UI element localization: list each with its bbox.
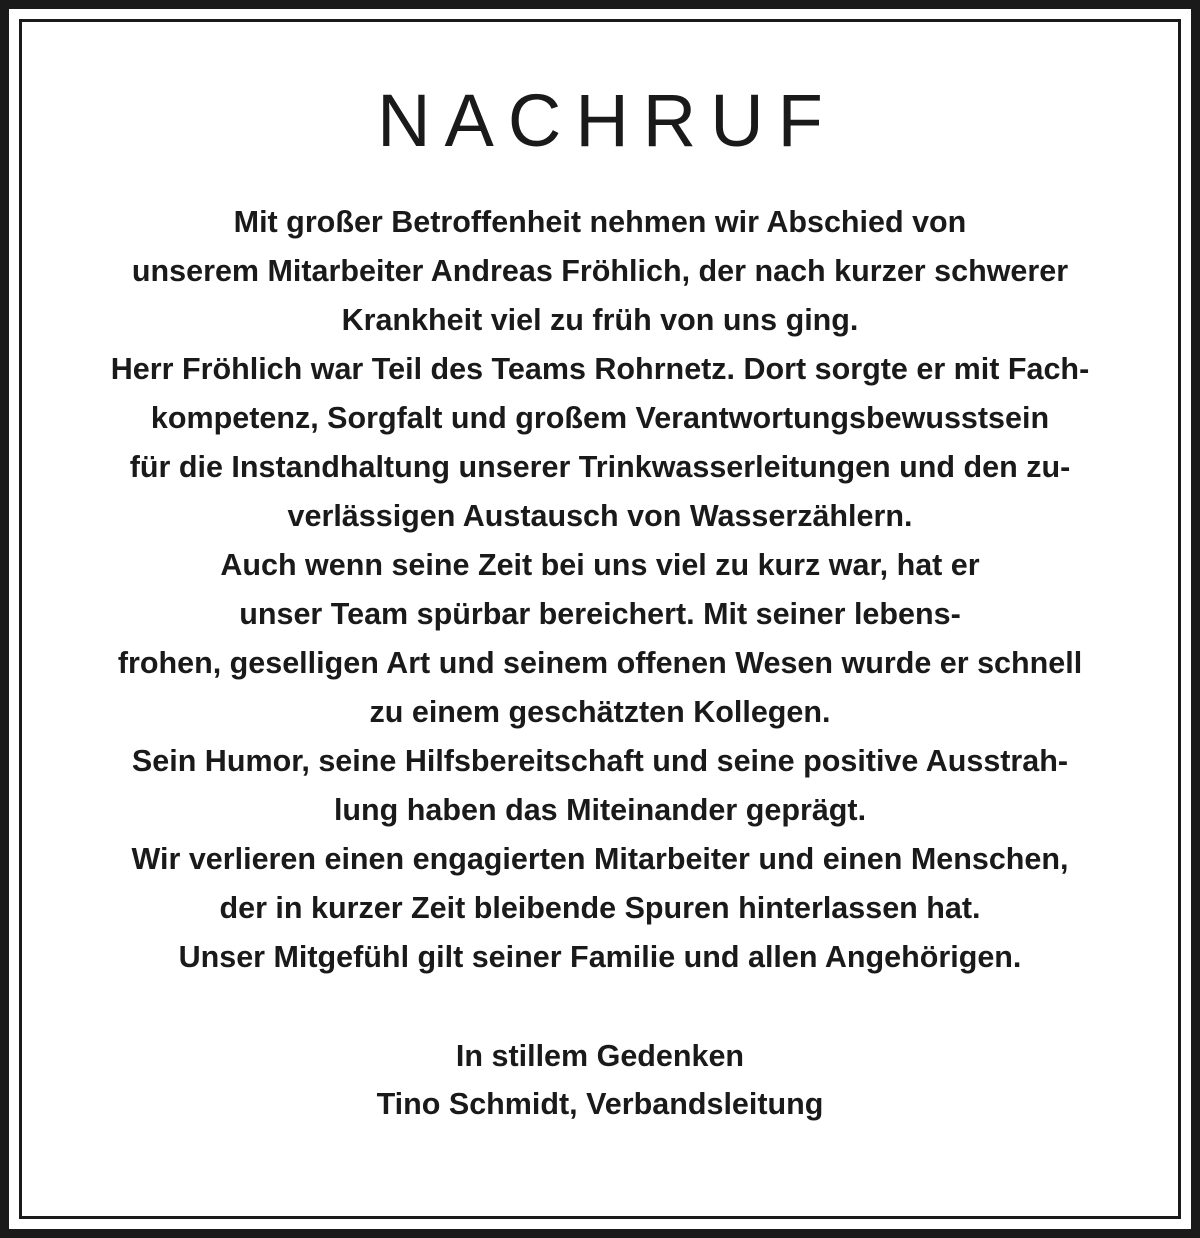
signature-line: Tino Schmidt, Verbandsleitung xyxy=(376,1086,824,1121)
obituary-body xyxy=(62,198,1138,982)
body-line: der in kurzer Zeit bleibende Spuren hinterlassen hat. xyxy=(219,890,981,925)
body-line: Auch wenn seine Zeit bei uns viel zu kurz war, hat er xyxy=(220,547,980,582)
body-line: lung haben das Miteinander geprägt. xyxy=(333,792,867,827)
body-line: Unser Mitgefühl gilt seiner Familie und allen Angehörigen. xyxy=(178,939,1022,974)
body-line: Herr Fröhlich war Teil des Teams Rohrnetz. Dort sorgte er mit Fach- xyxy=(110,351,1090,386)
body-line: Mit großer Betroffenheit nehmen wir Abschied von xyxy=(233,204,967,239)
body-line: frohen, geselligen Art und seinem offenen Wesen wurde er schnell xyxy=(117,645,1083,680)
obituary-frame xyxy=(19,19,1181,1219)
body-line: für die Instandhaltung unserer Trinkwasserleitungen und den zu- xyxy=(129,449,1071,484)
body-line: unserem Mitarbeiter Andreas Fröhlich, der nach kurzer schwerer xyxy=(131,253,1069,288)
body-line: kompetenz, Sorgfalt und großem Verantwortungsbewusstsein xyxy=(150,400,1050,435)
body-line: Wir verlieren einen engagierten Mitarbeiter und einen Menschen, xyxy=(131,841,1069,876)
body-line: Sein Humor, seine Hilfsbereitschaft und seine positive Ausstrah- xyxy=(131,743,1069,778)
page-title: NACHRUF xyxy=(377,79,837,162)
body-line: zu einem geschätzten Kollegen. xyxy=(369,694,831,729)
closing-line: In stillem Gedenken xyxy=(455,1038,745,1073)
body-line: Krankheit viel zu früh von uns ging. xyxy=(341,302,859,337)
body-line: unser Team spürbar bereichert. Mit seiner lebens- xyxy=(239,596,961,631)
obituary-closing xyxy=(62,1032,1138,1128)
body-line: verlässigen Austausch von Wasserzählern. xyxy=(287,498,913,533)
